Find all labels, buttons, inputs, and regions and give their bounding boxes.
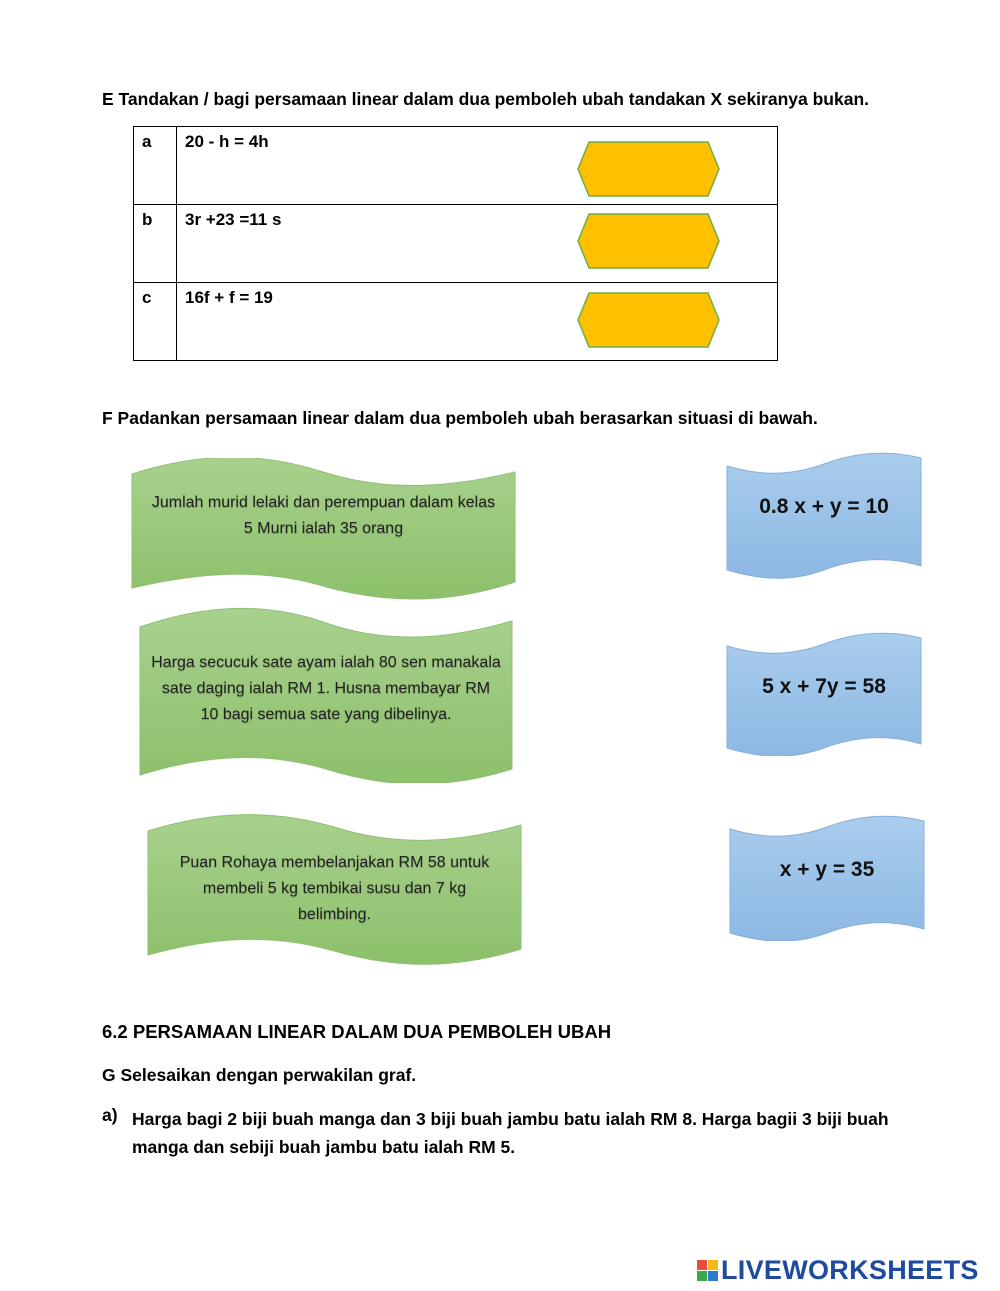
section-g-heading: G Selesaikan dengan perwakilan graf. [102, 1065, 417, 1085]
row-equation: 3r +23 =11 s [185, 210, 282, 229]
section-e-heading: E Tandakan / bagi persamaan linear dalam dua pemboleh ubah tandakan X sekiranya bukan. [102, 89, 870, 109]
table-row [134, 283, 778, 361]
equation-label-2: 5 x + 7y = 58 [762, 675, 886, 698]
logo-squares-icon [697, 1260, 718, 1281]
row-letter: b [134, 205, 177, 283]
situation-line: 10 bagi semua sate yang dibelinya. [200, 706, 452, 723]
row-equation-cell [177, 283, 778, 361]
equation-table [133, 126, 778, 361]
situation-text-1 [131, 490, 516, 542]
row-letter: a [134, 127, 177, 205]
situation-banner-1[interactable] [131, 458, 516, 600]
row-equation: 20 - h = 4h [185, 132, 269, 151]
situation-line: Jumlah murid lelaki dan perempuan dalam kelas [151, 494, 496, 511]
question-a-text [132, 1105, 932, 1161]
situation-line: 5 Murni ialah 35 orang [243, 520, 404, 537]
answer-hexagon-b[interactable] [577, 213, 720, 269]
row-letter: c [134, 283, 177, 361]
equation-label-3: x + y = 35 [779, 858, 875, 881]
situation-line: Harga secucuk sate ayam ialah 80 sen manakala [151, 654, 501, 671]
table-row [134, 127, 778, 205]
question-line: manga dan sebiji buah jambu batu ialah RM 5. [132, 1137, 516, 1157]
row-equation-cell [177, 205, 778, 283]
logo-text: LIVEWORKSHEETS [721, 1254, 979, 1285]
question-line: Harga bagi 2 biji buah manga dan 3 biji buah jambu batu ialah RM 8. Harga bagii 3 biji buah [132, 1109, 889, 1129]
situation-line: membeli 5 kg tembikai susu dan 7 kg [202, 880, 467, 897]
liveworksheets-logo [697, 1254, 979, 1286]
equation-label-1: 0.8 x + y = 10 [759, 495, 889, 518]
section-f-heading: F Padankan persamaan linear dalam dua pemboleh ubah berasarkan situasi di bawah. [102, 408, 818, 428]
equation-banner-1[interactable] [726, 452, 922, 579]
equation-banner-3[interactable] [729, 815, 925, 941]
answer-hexagon-a[interactable] [577, 141, 720, 197]
situation-banner-2[interactable] [139, 605, 513, 783]
situation-line: Puan Rohaya membelanjakan RM 58 untuk [179, 854, 490, 871]
section-62-heading: 6.2 PERSAMAAN LINEAR DALAM DUA PEMBOLEH UBAH [102, 1021, 612, 1042]
situation-line: belimbing. [298, 906, 371, 923]
row-equation-cell [177, 127, 778, 205]
situation-text-3 [147, 850, 522, 928]
row-equation: 16f + f = 19 [185, 288, 273, 307]
question-a-letter: a) [102, 1105, 118, 1125]
equation-banner-2[interactable] [726, 632, 922, 756]
situation-line: sate daging ialah RM 1. Husna membayar RM [161, 680, 491, 697]
situation-text-2 [139, 650, 513, 728]
situation-banner-3[interactable] [147, 813, 522, 965]
table-row [134, 205, 778, 283]
answer-hexagon-c[interactable] [577, 292, 720, 348]
